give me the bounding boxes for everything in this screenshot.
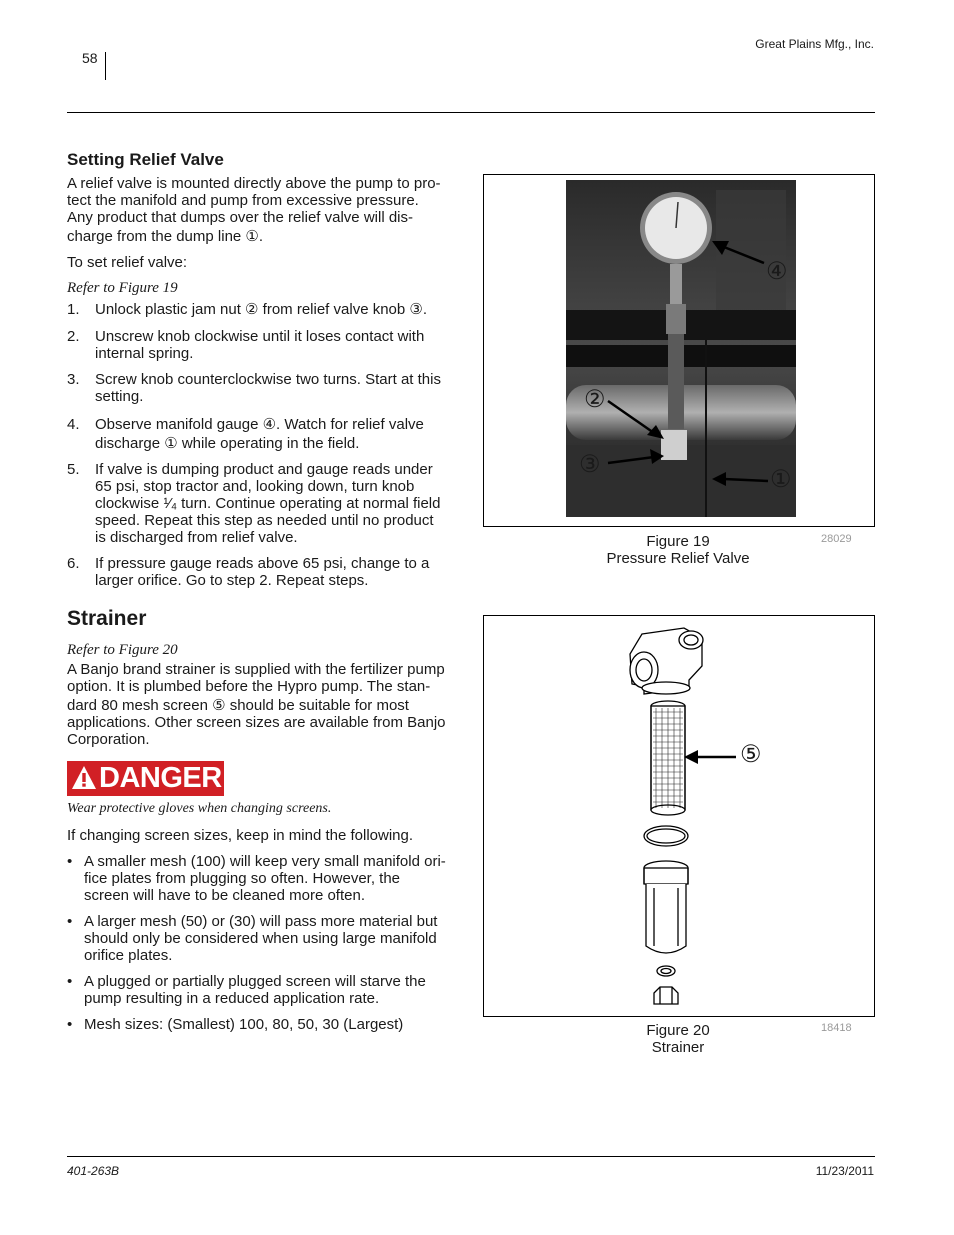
callout-4: ④ [766,258,788,285]
bullet-icon: • [67,1016,73,1033]
keep-in-mind-text: If changing screen sizes, keep in mind the following. [67,827,414,844]
step-number: 4. [67,416,80,433]
figure-20-frame [483,615,875,1017]
bullet-text: A plugged or partially plugged screen will starve the pump resulting in a reduced application rate. [84,973,426,1007]
refer-figure-19: Refer to Figure 19 [67,280,178,296]
strainer-exploded-drawing [484,616,874,1016]
doc-number: 401-263B [67,1164,120,1178]
step-text: Screw knob counterclockwise two turns. Start at this setting. [95,371,441,405]
to-set-text: To set relief valve: [67,254,188,271]
figure-19-frame [483,174,875,527]
page-number-divider [105,52,106,80]
danger-word: DANGER [99,762,222,794]
page-number: 58 [82,50,98,66]
warning-triangle-icon [71,765,97,791]
bullet-text: Mesh sizes: (Smallest) 100, 80, 50, 30 (Largest) [84,1016,404,1033]
bullet-icon: • [67,973,73,990]
callout-1: ① [770,466,792,493]
bullet-icon: • [67,913,73,930]
bullet-text: A smaller mesh (100) will keep very small manifold ori- fice plates from plugging so often. However, the screen will have to be cleaned more often. [84,853,446,904]
figure-19-caption: Figure 19 Pressure Relief Valve [606,533,750,567]
refer-figure-20: Refer to Figure 20 [67,642,178,658]
danger-text: Wear protective gloves when changing screens. [67,801,332,816]
doc-date: 11/23/2011 [815,1164,874,1178]
bullet-icon: • [67,853,73,870]
strainer-title: Strainer [67,607,147,630]
footer-rule [67,1156,875,1157]
callout-5: ⑤ [740,741,762,768]
header-rule [67,112,875,113]
figure-20-caption: Figure 20 Strainer [646,1022,710,1056]
bullet-text: A larger mesh (50) or (30) will pass more material but should only be considered when using large manifold orifice plates. [84,913,438,964]
step-number: 5. [67,461,80,478]
figure-19-id: 28029 [821,533,852,545]
step-number: 3. [67,371,80,388]
figure-20-id: 18418 [821,1022,852,1034]
step-text: If pressure gauge reads above 65 psi, change to a larger orifice. Go to step 2. Repeat steps. [95,555,430,589]
relief-intro: A relief valve is mounted directly above the pump to pro- tect the manifold and pump from excessive pressure. Any product that dumps over the relief valve will dis- charge from the dump line ①. [67,175,441,245]
strainer-intro: A Banjo brand strainer is supplied with the fertilizer pump option. It is plumbed before the Hypro pump. The stan- dard 80 mesh screen ⑤ should be suitable for most applications. Other screen sizes are available from Banjo Corporation. [67,661,446,748]
step-text: Unscrew knob clockwise until it loses contact with internal spring. [95,328,425,362]
step-text: Unlock plastic jam nut ② from relief valve knob ③. [95,301,428,318]
company-name: Great Plains Mfg., Inc. [755,37,874,51]
figure-19-callout-arrows [484,175,874,526]
relief-title: Setting Relief Valve [67,150,224,169]
callout-2: ② [584,386,606,413]
danger-label [67,761,224,796]
step-number: 6. [67,555,80,572]
callout-3: ③ [579,451,601,478]
step-text: Observe manifold gauge ④. Watch for relief valve discharge ① while operating in the field. [95,416,424,452]
step-number: 2. [67,328,80,345]
step-number: 1. [67,301,80,318]
step-text: If valve is dumping product and gauge reads under 65 psi, stop tractor and, looking down, turn knob clockwise ¹⁄₄ turn. Continue operating at normal field speed. Repeat this step as needed until no product is discharged from relief valve. [95,461,441,546]
